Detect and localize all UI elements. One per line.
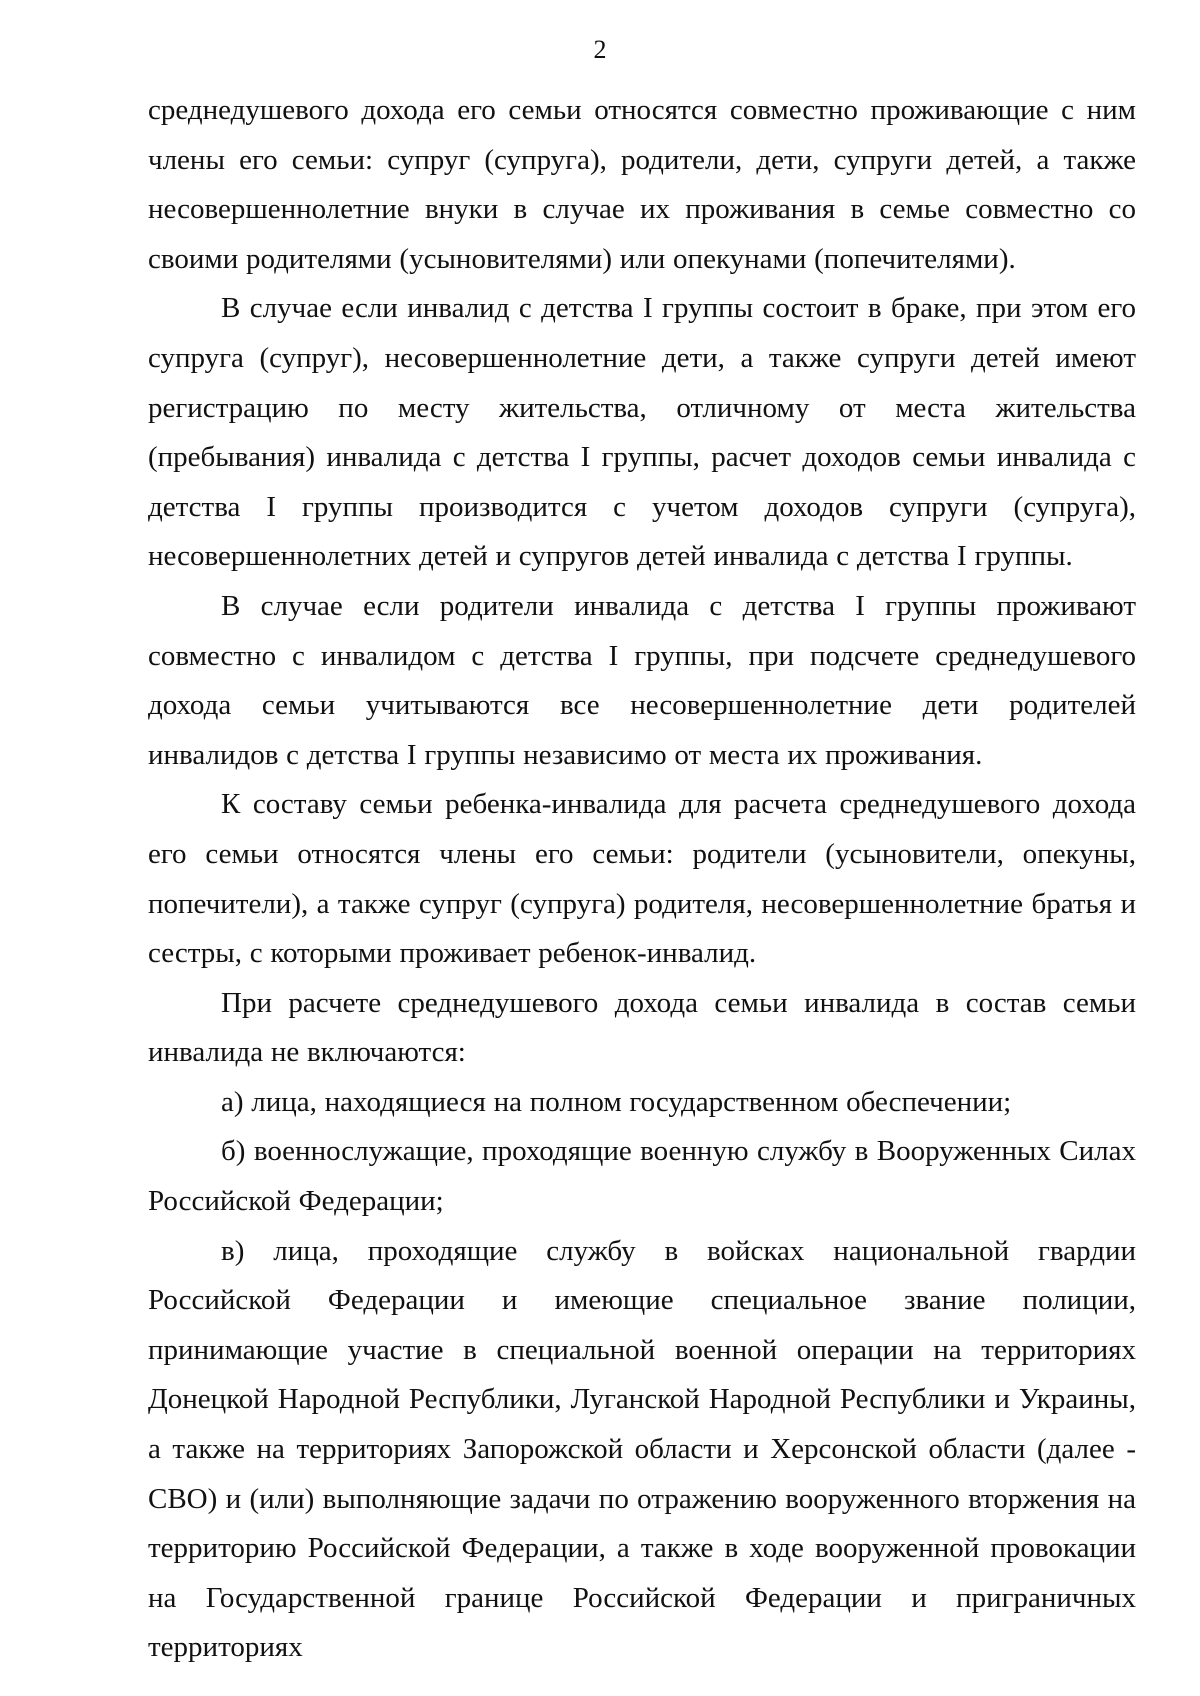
list-item-b: б) военнослужащие, проходящие военную службу в Вооруженных Силах Российской Федерации; bbox=[148, 1135, 1136, 1218]
paragraph-child-family-composition: К составу семьи ребенка-инвалида для расчета среднедушевого дохода его семьи относятся члены его семьи: родители (усыновители, опекуны, попечители), а также супруг (супруга) родителя, несовершеннолетние братья и сестры, с которыми проживает ребенок-инвалид. bbox=[148, 788, 1136, 970]
paragraph-spouse-registration: В случае если инвалид с детства I группы состоит в браке, при этом его супруга (супруг), несовершеннолетние дети, а также супруги детей имеют регистрацию по месту жительства, отличному от места жительства (пребывания) инвалида с детства I группы, расчет доходов семьи инвалида с детства I группы производится с учетом доходов супруги (супруга), несовершеннолетних детей и супругов детей инвалида с детства I группы. bbox=[148, 292, 1136, 573]
list-item-c: в) лица, проходящие службу в войсках национальной гвардии Российской Федерации и имеющие специальное звание полиции, принимающие участие в специальной военной операции на территориях Донецкой Народной Республики, Луганской Народной Республики и Украины, а также на территориях Запорожской области и Херсонской области (далее - СВО) и (или) выполняющие задачи по отражению вооруженного вторжения на территорию Российской Федерации, а также в ходе вооруженной провокации на Государственной границе Российской Федерации и приграничных территориях bbox=[148, 1234, 1136, 1664]
document-body bbox=[148, 86, 1136, 1673]
paragraph-parents-cohabiting: В случае если родители инвалида с детства I группы проживают совместно с инвалидом с детства I группы, при подсчете среднедушевого дохода семьи учитываются все несовершеннолетние дети родителей инвалидов с детства I группы независимо от места их проживания. bbox=[148, 589, 1136, 771]
list-item-a: а) лица, находящиеся на полном государственном обеспечении; bbox=[221, 1085, 1012, 1118]
paragraph-exclusions-intro: При расчете среднедушевого дохода семьи инвалида в состав семьи инвалида не включаются: bbox=[148, 986, 1136, 1069]
page-number: 2 bbox=[593, 35, 607, 64]
paragraph-continuation: среднедушевого дохода его семьи относятся совместно проживающие с ним члены его семьи: супруг (супруга), родители, дети, супруги детей, а также несовершеннолетние внуки в случае их проживания в семье совместно со своими родителями (усыновителями) или опекунами (попечителями). bbox=[148, 94, 1136, 275]
